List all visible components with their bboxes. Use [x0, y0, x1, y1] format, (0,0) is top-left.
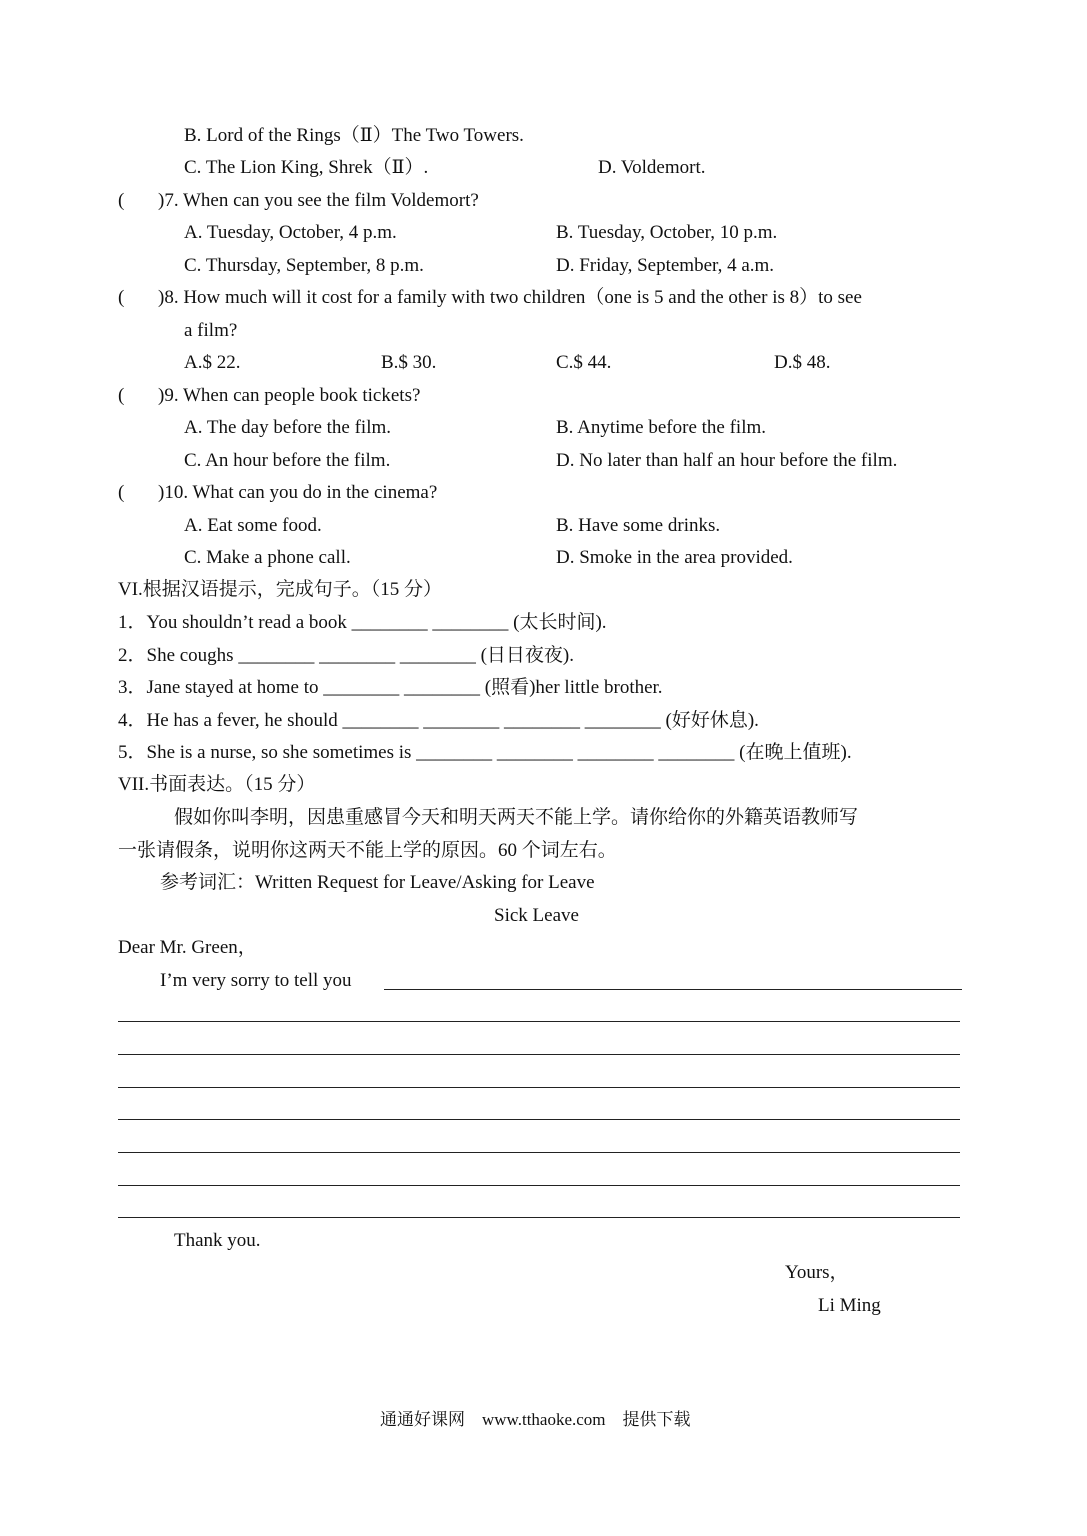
q10-option-c: C. Make a phone call. — [184, 547, 351, 568]
section-7-prompt-line2: 一张请假条，说明你这两天不能上学的原因。60 个词左右。 — [118, 840, 617, 861]
q9-option-d: D. No later than half an hour before the film. — [556, 450, 898, 471]
q9-answer-paren: ( — [118, 385, 125, 406]
q9-option-c: C. An hour before the film. — [184, 450, 391, 471]
page-footer: 通通好课网 www.tthaoke.com 提供下载 — [380, 1410, 691, 1429]
q9-question: )9. When can people book tickets? — [158, 385, 421, 406]
section-6-item-2: 2．She coughs ________ ________ ________ (日日夜夜). — [118, 645, 574, 666]
q6-option-d: D. Voldemort. — [598, 157, 706, 178]
q8-option-d: D.$ 48. — [774, 352, 831, 373]
section-7-vocab-line2: Sick Leave — [494, 905, 579, 926]
section-7-prompt-line1: 假如你叫李明，因患重感冒今天和明天两天不能上学。请你给你的外籍英语教师写 — [174, 807, 859, 828]
section-6-item-1: 1．You shouldn’t read a book ________ ________ (太长时间). — [118, 612, 607, 633]
writing-line — [118, 1021, 960, 1022]
q10-question: )10. What can you do in the cinema? — [158, 482, 438, 503]
q7-option-a: A. Tuesday, October, 4 p.m. — [184, 222, 397, 243]
letter-thanks: Thank you. — [174, 1230, 261, 1251]
q7-option-d: D. Friday, September, 4 a.m. — [556, 255, 775, 276]
q8-answer-paren: ( — [118, 287, 125, 308]
letter-greeting: Dear Mr. Green， — [118, 937, 257, 958]
q8-option-b: B.$ 30. — [381, 352, 437, 373]
writing-line — [118, 1087, 960, 1088]
section-7-vocab-line1: 参考词汇：Written Request for Leave/Asking for Leave — [160, 872, 595, 893]
writing-line — [118, 1152, 960, 1153]
q9-option-b: B. Anytime before the film. — [556, 417, 767, 438]
q7-answer-paren: ( — [118, 190, 125, 211]
q7-question: )7. When can you see the film Voldemort? — [158, 190, 479, 211]
q8-option-a: A.$ 22. — [184, 352, 241, 373]
q8-question-line2: a film? — [184, 320, 238, 341]
letter-signature: Li Ming — [818, 1295, 881, 1316]
section-6-item-3: 3．Jane stayed at home to ________ ________ (照看)her little brother. — [118, 677, 663, 698]
writing-line — [118, 1217, 960, 1218]
q6-option-c: C. The Lion King, Shrek（Ⅱ）. — [184, 157, 429, 178]
section-6-heading: VI.根据汉语提示，完成句子。（15 分） — [118, 579, 443, 600]
letter-closing: Yours， — [785, 1262, 849, 1283]
writing-line — [118, 1185, 960, 1186]
writing-line — [384, 989, 962, 990]
q8-question-line1: )8. How much will it cost for a family with two children（one is 5 and the other is 8）to see — [158, 287, 862, 308]
q7-option-b: B. Tuesday, October, 10 p.m. — [556, 222, 778, 243]
q8-option-c: C.$ 44. — [556, 352, 612, 373]
q6-option-b: B. Lord of the Rings（Ⅱ）The Two Towers. — [184, 125, 524, 146]
section-6-item-4: 4．He has a fever, he should ________ ________ ________ ________ (好好休息). — [118, 710, 759, 731]
q10-option-b: B. Have some drinks. — [556, 515, 721, 536]
q10-option-a: A. Eat some food. — [184, 515, 322, 536]
q10-answer-paren: ( — [118, 482, 125, 503]
writing-line — [118, 1054, 960, 1055]
q9-option-a: A. The day before the film. — [184, 417, 391, 438]
q10-option-d: D. Smoke in the area provided. — [556, 547, 793, 568]
writing-line — [118, 1119, 960, 1120]
q7-option-c: C. Thursday, September, 8 p.m. — [184, 255, 424, 276]
section-7-heading: VII.书面表达。（15 分） — [118, 774, 316, 795]
letter-opening: I’m very sorry to tell you — [160, 970, 352, 991]
section-6-item-5: 5．She is a nurse, so she sometimes is ________ ________ ________ ________ (在晚上值班). — [118, 742, 852, 763]
